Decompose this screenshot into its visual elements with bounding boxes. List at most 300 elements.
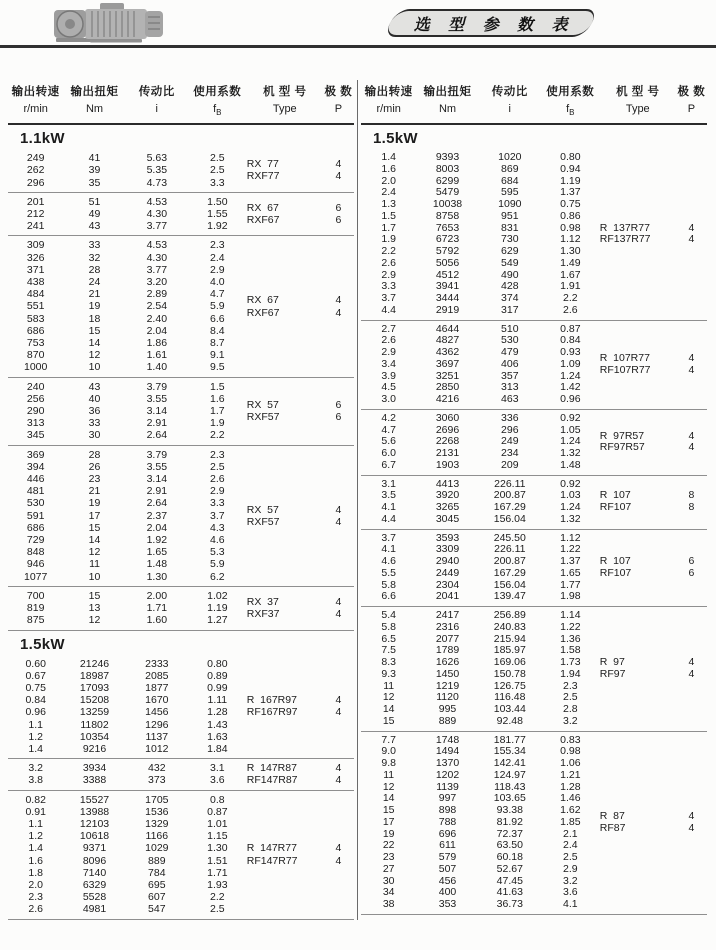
poles-value: 6 [335, 411, 342, 424]
cell-factor: 2.5 [210, 903, 225, 916]
column-unit: i [155, 103, 158, 115]
cell-speed: 686 [26, 324, 45, 337]
table-row [8, 602, 247, 614]
cell-factor: 4.0 [210, 276, 225, 289]
column-label: 输出扭矩 [70, 86, 119, 98]
type-label: RF167R97 [246, 706, 298, 719]
cell-factor: 2.3 [210, 239, 225, 252]
cell-speed: 369 [26, 448, 45, 461]
table-row [8, 349, 247, 361]
cell-torque: 12 [88, 546, 101, 559]
cell-speed: 438 [26, 276, 45, 289]
cell-speed: 14 [382, 792, 395, 805]
cell-torque: 18987 [79, 669, 110, 682]
table-row [361, 394, 600, 406]
type-label: RX 57 [246, 398, 279, 411]
table-row [361, 899, 600, 911]
cell-torque: 1120 [436, 691, 459, 704]
group-rows [8, 152, 247, 189]
cell-ratio: 831 [501, 221, 519, 234]
cell-ratio: 1012 [145, 742, 169, 755]
cell-torque: 1219 [435, 679, 460, 692]
table-row [8, 558, 247, 570]
group-rows [361, 735, 600, 911]
table-group [8, 759, 354, 789]
cell-factor: 0.93 [560, 346, 581, 359]
cell-speed: 0.96 [25, 706, 46, 719]
cell-torque: 15 [88, 521, 101, 534]
table-row [361, 669, 600, 681]
cell-speed: 9.3 [381, 667, 396, 680]
cell-ratio: 3.55 [146, 392, 168, 405]
type-label: RF87 [599, 821, 626, 834]
cell-torque: 3593 [435, 531, 460, 544]
cell-torque: 12 [88, 349, 101, 362]
table-row [8, 264, 247, 276]
cell-torque: 696 [438, 827, 457, 840]
type-label: R 137R77 [599, 221, 650, 234]
cell-speed: 6.5 [381, 632, 396, 645]
cell-torque: 1139 [436, 780, 459, 793]
cell-torque: 3060 [435, 411, 460, 424]
cell-torque: 18 [88, 312, 101, 325]
cell-speed: 1.5 [381, 209, 396, 222]
cell-ratio: 124.97 [493, 768, 526, 781]
cell-ratio: 5.63 [146, 152, 168, 165]
cell-ratio: 951 [501, 209, 519, 222]
cell-speed: 240 [26, 380, 45, 393]
type-labels [600, 610, 676, 728]
poles-value: 4 [335, 515, 342, 528]
group-rows [8, 196, 247, 233]
cell-factor: 2.2 [563, 292, 578, 305]
table-row [8, 393, 247, 405]
cell-speed: 17 [382, 815, 395, 828]
cell-ratio: 510 [501, 322, 519, 335]
table-row [8, 806, 247, 818]
cell-factor: 1.12 [560, 531, 581, 544]
cell-speed: 5.8 [381, 620, 396, 633]
cell-torque: 1202 [435, 768, 460, 781]
cell-speed: 875 [26, 614, 45, 627]
cell-factor: 1.37 [560, 555, 581, 568]
cell-torque: 12103 [79, 817, 110, 830]
cell-speed: 326 [26, 251, 45, 264]
group-rows [361, 413, 600, 472]
cell-factor: 1.24 [560, 501, 581, 514]
cell-factor: 9.5 [210, 361, 225, 374]
cell-factor: 1.58 [560, 644, 581, 657]
table-column-header [8, 80, 354, 125]
cell-torque: 28 [88, 263, 101, 276]
cell-ratio: 256.89 [493, 609, 526, 622]
cell-speed: 1.4 [28, 742, 43, 755]
cell-ratio: 167.29 [493, 566, 526, 579]
cell-torque: 1903 [435, 458, 460, 471]
cell-factor: 1.19 [560, 174, 581, 187]
type-label: RXF57 [246, 515, 280, 528]
cell-ratio: 479 [501, 346, 519, 359]
cell-speed: 4.7 [381, 423, 396, 436]
cell-torque: 889 [438, 714, 457, 727]
column-unit: P [687, 103, 696, 115]
cell-factor: 1.14 [560, 609, 581, 622]
cell-speed: 3.9 [381, 369, 396, 382]
cell-factor: 0.84 [560, 334, 581, 347]
table-group [8, 378, 354, 445]
cell-torque: 1789 [435, 644, 460, 657]
cell-speed: 11 [383, 679, 395, 692]
cell-ratio: 1029 [145, 842, 169, 855]
cell-torque: 2268 [435, 435, 460, 448]
cell-factor: 1.09 [560, 357, 581, 370]
cell-ratio: 155.34 [493, 745, 526, 758]
cell-speed: 5.6 [381, 435, 396, 448]
column-label: 传动比 [491, 86, 528, 98]
cell-ratio: 3.77 [146, 220, 168, 233]
cell-torque: 10038 [432, 198, 463, 211]
cell-torque: 14 [88, 534, 101, 547]
cell-speed: 2.6 [381, 256, 396, 269]
poles-value: 8 [688, 501, 695, 514]
cell-torque: 17093 [79, 681, 110, 694]
table-row [361, 770, 600, 782]
cell-speed: 0.84 [25, 694, 46, 707]
poles-values [323, 196, 354, 233]
cell-torque: 4827 [435, 334, 460, 347]
cell-torque: 15 [88, 324, 101, 337]
cell-ratio: 2333 [145, 657, 169, 670]
cell-speed: 5.4 [381, 609, 396, 622]
cell-ratio: 60.18 [496, 851, 523, 864]
cell-torque: 21 [88, 288, 101, 301]
cell-speed: 15 [382, 804, 395, 817]
type-labels [247, 381, 323, 442]
cell-factor: 2.4 [563, 839, 578, 852]
poles-values [676, 324, 707, 406]
cell-ratio: 432 [148, 762, 166, 775]
cell-torque: 1370 [435, 757, 460, 770]
cell-speed: 6.7 [381, 458, 396, 471]
cell-torque: 1626 [435, 656, 460, 669]
cell-torque: 8096 [82, 854, 107, 867]
table-row [8, 485, 247, 497]
cell-factor: 1.67 [560, 268, 581, 281]
cell-speed: 2.2 [381, 245, 396, 258]
cell-torque: 5479 [435, 186, 460, 199]
poles-value: 4 [688, 667, 695, 680]
cell-factor: 3.3 [210, 497, 225, 510]
cell-speed: 290 [26, 405, 45, 418]
type-label: RX 37 [246, 595, 279, 608]
poles-values [676, 479, 707, 526]
cell-speed: 256 [26, 392, 45, 405]
cell-factor: 6.2 [210, 570, 225, 583]
cell-factor: 1.51 [207, 854, 228, 867]
cell-torque: 3309 [435, 543, 460, 556]
cell-torque: 10 [88, 361, 101, 374]
cell-speed: 3.4 [381, 357, 396, 370]
table-row [8, 842, 247, 854]
table-row [361, 864, 600, 876]
cell-ratio: 684 [501, 174, 519, 187]
cell-factor: 4.1 [563, 898, 578, 911]
cell-torque: 2041 [435, 590, 460, 603]
cell-factor: 5.9 [210, 300, 225, 313]
poles-value: 6 [688, 555, 695, 568]
cell-speed: 1.1 [28, 718, 43, 731]
type-label: RXF67 [246, 214, 280, 227]
cell-ratio: 2.54 [146, 300, 168, 313]
cell-factor: 1.6 [210, 392, 225, 405]
poles-values [676, 610, 707, 728]
column-unit: P [334, 103, 343, 115]
cell-ratio: 234 [501, 447, 519, 460]
poles-values [323, 762, 354, 786]
cell-factor: 0.80 [560, 151, 581, 164]
cell-ratio: 63.50 [496, 839, 523, 852]
group-rows [361, 533, 600, 604]
cell-torque: 507 [438, 862, 457, 875]
cell-ratio: 695 [148, 878, 166, 891]
cell-speed: 38 [382, 898, 395, 911]
cell-ratio: 1.92 [146, 534, 168, 547]
cell-torque: 33 [88, 417, 101, 430]
cell-ratio: 549 [501, 256, 519, 269]
poles-value: 6 [688, 566, 695, 579]
table-row [8, 719, 247, 731]
cell-speed: 0.75 [25, 681, 46, 694]
cell-speed: 4.6 [381, 555, 396, 568]
type-label: R 107R77 [599, 352, 650, 365]
type-labels [247, 239, 323, 373]
cell-ratio: 118.43 [494, 780, 526, 793]
type-label: RF97R57 [599, 441, 645, 454]
poles-value: 4 [335, 170, 342, 183]
table-group [361, 476, 707, 529]
group-rows [8, 794, 247, 916]
cell-factor: 1.15 [207, 830, 228, 843]
cell-speed: 12 [382, 691, 395, 704]
table-row [8, 473, 247, 485]
section-separator [361, 914, 707, 915]
cell-torque: 49 [88, 208, 101, 220]
cell-torque: 43 [88, 380, 101, 393]
cell-ratio: 547 [148, 903, 166, 916]
table-row [8, 658, 247, 670]
cell-factor: 1.06 [560, 757, 581, 770]
cell-ratio: 1020 [498, 151, 522, 164]
cell-factor: 5.9 [210, 558, 225, 571]
table-group [361, 732, 707, 914]
table-row [361, 413, 600, 425]
group-rows [8, 449, 247, 583]
type-label: RXF37 [246, 608, 280, 621]
type-label: R 107 [599, 555, 631, 568]
table-group [8, 587, 354, 630]
cell-torque: 2077 [435, 632, 460, 645]
cell-speed: 6.6 [381, 590, 396, 603]
cell-torque: 4644 [435, 322, 460, 335]
cell-speed: 870 [26, 349, 45, 362]
cell-speed: 394 [26, 460, 45, 473]
table-row [8, 546, 247, 558]
cell-ratio: 3.14 [146, 473, 168, 486]
cell-speed: 3.7 [381, 531, 396, 544]
cell-ratio: 139.47 [493, 590, 526, 603]
cell-ratio: 4.53 [146, 195, 168, 208]
cell-ratio: 2.04 [146, 324, 168, 337]
cell-factor: 1.55 [207, 208, 228, 220]
column-label: 输出扭矩 [423, 86, 472, 98]
cell-torque: 4981 [82, 903, 107, 916]
cell-speed: 212 [26, 208, 45, 220]
cell-factor: 1.36 [560, 632, 581, 645]
column-unit: Nm [438, 103, 457, 115]
poles-value: 4 [688, 441, 695, 454]
type-labels [600, 324, 676, 406]
cell-speed: 1.6 [28, 854, 43, 867]
poles-value: 4 [688, 363, 695, 376]
type-label: RF147R77 [246, 854, 298, 867]
table-group [361, 410, 707, 475]
cell-ratio: 2.89 [146, 288, 168, 301]
cell-ratio: 1296 [145, 718, 169, 731]
cell-ratio: 313 [501, 381, 519, 394]
cell-ratio: 200.87 [493, 555, 526, 568]
cell-ratio: 169.06 [493, 656, 526, 669]
cell-torque: 11 [89, 558, 100, 571]
cell-speed: 591 [26, 509, 45, 522]
poles-value: 6 [335, 214, 342, 227]
cell-torque: 21 [88, 485, 101, 498]
cell-torque: 13259 [79, 706, 110, 719]
cell-torque: 12 [88, 614, 101, 627]
type-labels [247, 196, 323, 233]
cell-factor: 2.9 [210, 485, 225, 498]
type-label: RX 77 [246, 158, 279, 171]
cell-factor: 0.83 [560, 733, 581, 746]
cell-speed: 19 [382, 827, 395, 840]
table-row [8, 361, 247, 373]
type-label: RX 67 [246, 294, 279, 307]
group-rows [8, 239, 247, 373]
cell-speed: 9.0 [381, 745, 396, 758]
cell-factor: 1.32 [560, 447, 581, 460]
cell-ratio: 889 [148, 854, 166, 867]
cell-factor: 0.98 [560, 745, 581, 758]
cell-torque: 13988 [79, 805, 110, 818]
table-row [8, 164, 247, 176]
cell-torque: 9393 [435, 151, 460, 164]
cell-factor: 1.7 [210, 405, 225, 418]
type-label: RXF57 [246, 411, 280, 424]
poles-value: 4 [688, 821, 695, 834]
table-group [361, 607, 707, 731]
poles-value: 4 [335, 294, 342, 307]
cell-factor: 1.84 [207, 742, 228, 755]
cell-torque: 3045 [435, 512, 460, 525]
cell-ratio: 116.48 [494, 691, 526, 704]
cell-torque: 788 [438, 815, 457, 828]
cell-factor: 1.12 [560, 233, 581, 246]
cell-factor: 0.94 [560, 162, 581, 175]
cell-factor: 1.03 [560, 489, 581, 502]
cell-speed: 3.5 [381, 489, 396, 502]
cell-torque: 43 [88, 220, 101, 233]
cell-ratio: 374 [501, 292, 519, 305]
cell-torque: 611 [439, 839, 456, 852]
type-labels [600, 533, 676, 604]
poles-values [676, 735, 707, 911]
cell-speed: 1.4 [28, 842, 43, 855]
cell-ratio: 1.71 [146, 602, 168, 615]
cell-torque: 1450 [435, 667, 460, 680]
cell-factor: 0.92 [560, 477, 581, 490]
cell-torque: 11802 [80, 718, 109, 731]
table-row [8, 417, 247, 429]
table-row [8, 830, 247, 842]
group-rows [8, 381, 247, 442]
cell-factor: 3.3 [210, 176, 225, 189]
cell-factor: 1.5 [210, 380, 225, 393]
cell-speed: 345 [26, 429, 45, 442]
cell-torque: 3697 [435, 357, 460, 370]
cell-factor: 4.3 [210, 521, 225, 534]
cell-torque: 24 [88, 276, 101, 289]
cell-factor: 0.89 [207, 669, 228, 682]
cell-torque: 33 [88, 239, 101, 252]
cell-factor: 3.6 [210, 774, 225, 787]
cell-factor: 1.92 [207, 220, 228, 233]
cell-ratio: 185.97 [493, 644, 526, 657]
cell-ratio: 249 [501, 435, 519, 448]
poles-value: 4 [688, 233, 695, 246]
cell-ratio: 226.11 [494, 543, 526, 556]
cell-speed: 11 [383, 768, 395, 781]
poles-values [323, 658, 354, 756]
cell-factor: 1.43 [207, 718, 228, 731]
cell-ratio: 4.53 [146, 239, 168, 252]
cell-speed: 2.6 [28, 903, 43, 916]
table-group [361, 530, 707, 607]
poles-value: 4 [335, 762, 342, 775]
cell-speed: 3.3 [381, 280, 396, 293]
cell-torque: 21246 [79, 657, 110, 670]
cell-speed: 2.3 [28, 891, 43, 904]
cell-torque: 995 [438, 703, 457, 716]
cell-ratio: 463 [501, 393, 519, 406]
cell-ratio: 1670 [145, 694, 169, 707]
cell-factor: 1.50 [207, 195, 228, 208]
type-label: R 97R57 [599, 429, 645, 442]
column-label: 传动比 [138, 86, 175, 98]
cell-torque: 10618 [79, 830, 110, 843]
table-row [361, 514, 600, 526]
cell-factor: 0.87 [560, 322, 581, 335]
cell-ratio: 245.50 [493, 531, 526, 544]
cell-factor: 1.24 [560, 369, 581, 382]
type-label: R 87 [599, 810, 625, 823]
cell-ratio: 2.91 [146, 417, 168, 430]
group-rows [361, 479, 600, 526]
cell-factor: 2.5 [210, 164, 225, 177]
table-row [8, 497, 247, 509]
cell-factor: 1.93 [207, 878, 228, 891]
type-label: R 147R87 [246, 762, 297, 775]
type-label: RF107R77 [599, 363, 651, 376]
cell-factor: 1.91 [560, 280, 581, 293]
